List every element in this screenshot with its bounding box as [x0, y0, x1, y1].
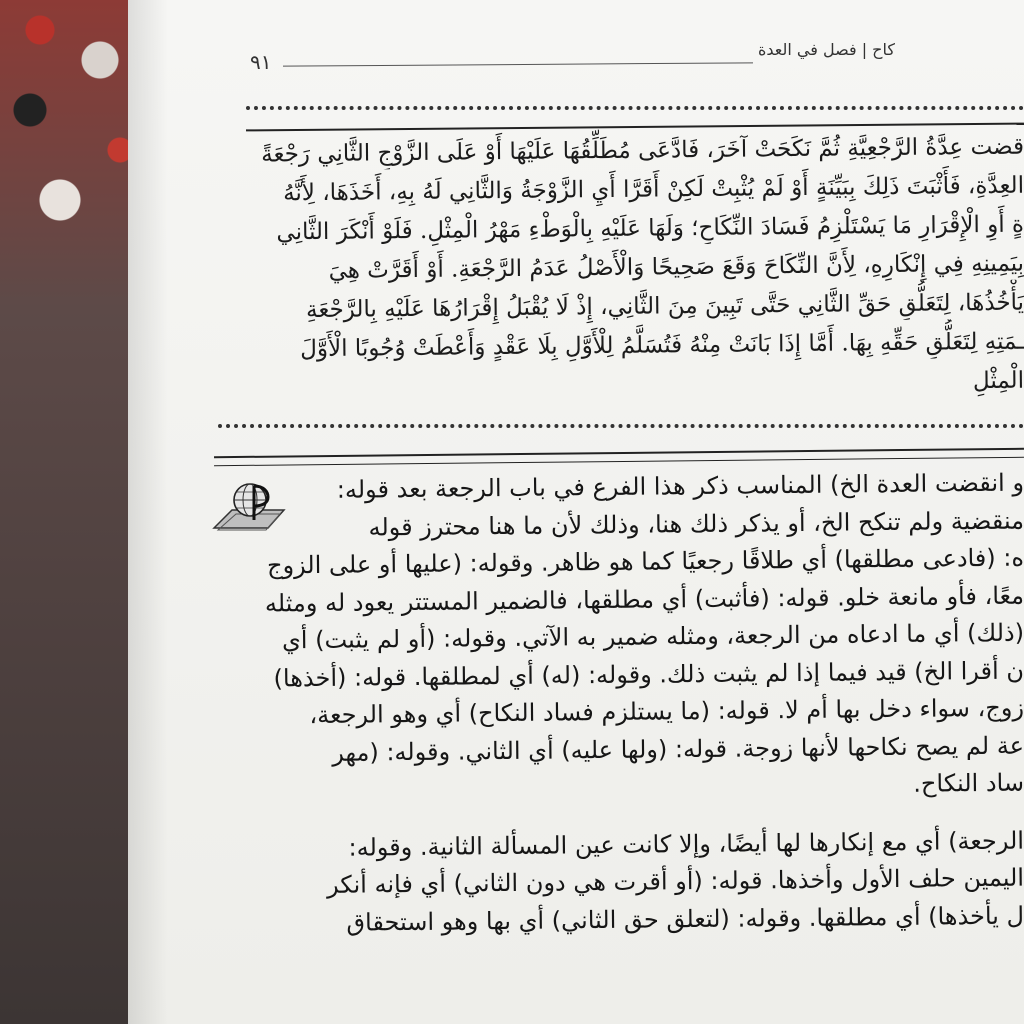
page-number: ٩١ — [250, 50, 272, 74]
matn-line: ةٍ أَوِ الْإِقْرَارِ مَا يَسْتَلْزِمُ فَسَادَ النِّكَاحِ؛ وَلَهَا عَلَيْهِ بِالْوَطْءِ مَهْرُ الْمِثْلِ. فَلَوْ أَنْكَرَ الثَّانِي — [276, 211, 1024, 246]
matn-line: قضت عِدَّةُ الرَّجْعِيَّةِ ثُمَّ نَكَحَتْ آخَرَ، فَادَّعَى مُطَلِّقُهَا عَلَيْهَا أَوْ عَلَى الزَّوْجِ الثَّانِي رَجْعَةً — [261, 133, 1024, 168]
matn-line: بِيَمِينِهِ فِي إِنْكَارِهِ، لِأَنَّ النِّكَاحَ وَقَعَ صَحِيحًا وَالْأَصْلُ عَدَمُ الرَّجْعَةِ. أَوْ أَقَرَّتْ هِيَ — [328, 250, 1024, 284]
commentary-line: (ذلك) أي ما ادعاه من الرجعة، ومثله ضمير به الآتي. وقوله: (أو لم يثبت) أي — [281, 618, 1024, 655]
book-page — [128, 0, 1024, 1024]
matn-line: يَأْخُذُهَا، لِتَعَلُّقِ حَقِّ الثَّانِي حَتَّى تَبِينَ مِنَ الثَّانِي، إِذْ لَا يُقْبَلُ إِقْرَارُهَا عَلَيْهِ بِالرَّجْعَةِ — [305, 289, 1024, 324]
dotted-rule-top — [246, 106, 1024, 110]
commentary-line: عة لم يصح نكاحها لأنها زوجة. قوله: (ولها عليه) أي الثاني. وقوله: (مهر — [332, 731, 1024, 767]
commentary-line: ن أقرا الخ) قيد فيما إذا لم يثبت ذلك. وقوله: (له) أي لمطلقها. قوله: (أخذها) — [273, 656, 1024, 692]
dotted-rule-bottom — [218, 424, 1024, 428]
commentary-line: ساد النكاح. — [913, 768, 1024, 798]
commentary-line: معًا، فأو مانعة خلو. قوله: (فأثبت) أي مطلقها، فالضمير المستتر يعود له ومثله — [264, 581, 1024, 618]
matn-text-block — [188, 128, 1024, 401]
commentary-line: و انقضت العدة الخ) المناسب ذكر هذا الفرع في باب الرجعة بعد قوله: — [336, 468, 1024, 504]
commentary-line: ه: (فادعى مطلقها) أي طلاقًا رجعيًا كما هو ظاهر. وقوله: (عليها أو على الزوج — [266, 543, 1024, 580]
commentary-line: زوج، سواء دخل بها أم لا. قوله: (ما يستلزم فساد النكاح) أي وهو الرجعة، — [309, 693, 1024, 730]
matn-line: ـمَتِهِ لِتَعَلُّقِ حَقِّهِ بِهَا. أَمَّا إِذَا بَانَتْ مِنْهُ فَتُسَلَّمُ لِلْأَوَّلِ بِلَا عَقْدٍ وَأَعْطَتْ وُجُوبًا الْأَوَّلَ — [300, 328, 1024, 363]
commentary-line: اليمين حلف الأول وأخذها. قوله: (أو أقرت هي دون الثاني) أي فإنه أنكر — [326, 863, 1024, 899]
solid-rule-bottom — [214, 448, 1024, 458]
commentary-line: منقضية ولم تنكح الخ، أو يذكر ذلك هنا، وذلك لأن ما هنا محترز قوله — [368, 506, 1024, 541]
commentary-line: ل يأخذها) أي مطلقها. وقوله: (لتعلق حق الثاني) أي بها وهو استحقاق — [346, 901, 1024, 937]
commentary-text-block — [182, 468, 1024, 938]
matn-line: العِدَّةِ، فَأَثْبَتَ ذَلِكَ بِبَيِّنَةٍ أَوْ لَمْ يُثْبِتْ لَكِنْ أَقَرَّا أَيِ الزَّوْجَةُ وَالثَّانِي لَهُ بِهِ، أَخَذَهَا، لِأَنَّهُ — [282, 172, 1024, 207]
running-header: كاح | فصل في العدة — [758, 40, 895, 59]
header-rule — [283, 62, 753, 66]
matn-line: الْمِثْلِ — [972, 367, 1024, 395]
commentary-line: الرجعة) أي مع إنكارها لها أيضًا، وإلا كانت عين المسألة الثانية. وقوله: — [348, 826, 1024, 862]
